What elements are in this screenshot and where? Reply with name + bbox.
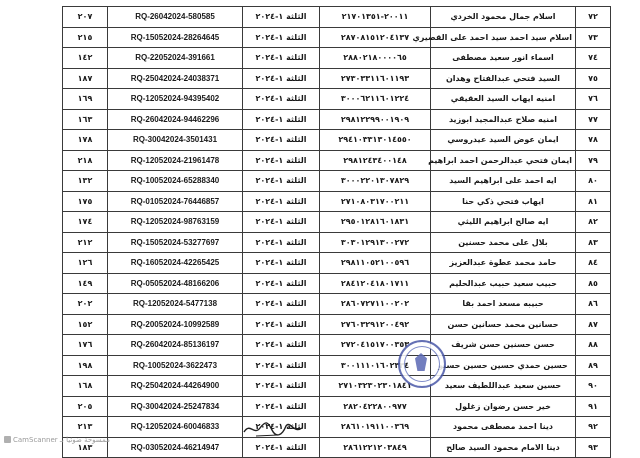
row-number-cell: ٩٠ (576, 376, 611, 397)
applicant-name-cell: ايه صالح ابراهيم الليثي (431, 212, 576, 233)
table-row (63, 27, 611, 48)
national-id-cell: ٢٩٨١١٠٥٢١٠٠٥٩٦ (320, 253, 431, 274)
status-cell: الثلثة ١-٢٠٢٤ (243, 417, 320, 438)
row-number-cell: ٨٢ (576, 212, 611, 233)
national-id-cell: ٢٨٤١٢٠٤١٨٠١٧١١ (320, 273, 431, 294)
score-cell: ١٨٣ (63, 437, 108, 458)
row-number-cell: ٨١ (576, 191, 611, 212)
table-row (63, 7, 611, 28)
applicant-name-cell: حسين حمدي حسين حسين حسبو (431, 355, 576, 376)
request-number-cell: RQ-01052024-76446857 (108, 191, 243, 212)
score-cell: ٢١٢ (63, 232, 108, 253)
request-number-cell: RQ-05052024-48166206 (108, 273, 243, 294)
row-number-cell: ٩٢ (576, 417, 611, 438)
score-cell: ٢٠٢ (63, 294, 108, 315)
request-number-cell: RQ-26042024-94462296 (108, 109, 243, 130)
row-number-cell: ٨٥ (576, 273, 611, 294)
row-number-cell: ٧٦ (576, 89, 611, 110)
applicant-name-cell: دينا الامام محمود السيد صالح (431, 437, 576, 458)
applicant-name-cell: خير حسن رضوان زغلول (431, 396, 576, 417)
request-number-cell: RQ-12052024-94395402 (108, 89, 243, 110)
row-number-cell: ٩٣ (576, 437, 611, 458)
status-cell: الثلثة ١-٢٠٢٤ (243, 314, 320, 335)
national-id-cell: ٢٧٣٠٣٣١١٦٠١١٩٣ (320, 68, 431, 89)
request-number-cell: RQ-30042024-3501431 (108, 130, 243, 151)
score-cell: ٢٠٥ (63, 396, 108, 417)
table-row (63, 335, 611, 356)
applicant-name-cell: اسلام سيد احمد سيد احمد على القصيري (431, 27, 576, 48)
status-cell: الثلثة ١-٢٠٢٤ (243, 294, 320, 315)
score-cell: ١٦٣ (63, 109, 108, 130)
score-cell: ٢١٥ (63, 27, 108, 48)
applicant-name-cell: حسين سعيد عبداللطيف سعيد (431, 376, 576, 397)
row-number-cell: ٩١ (576, 396, 611, 417)
request-number-cell: RQ-20052024-10992589 (108, 314, 243, 335)
status-cell: الثلثة ١-٢٠٢٤ (243, 396, 320, 417)
status-cell: الثلثة ١-٢٠٢٤ (243, 273, 320, 294)
status-cell: الثلثة ١-٢٠٢٤ (243, 150, 320, 171)
applicant-name-cell: ايمان عوض السيد عيدروسي (431, 130, 576, 151)
applicant-name-cell: حامد محمد عطوة عبدالعزيز (431, 253, 576, 274)
request-number-cell: RQ-15052024-53277697 (108, 232, 243, 253)
table-row (63, 437, 611, 458)
table-row (63, 232, 611, 253)
status-cell: الثلثة ١-٢٠٢٤ (243, 171, 320, 192)
table-row (63, 68, 611, 89)
status-cell: الثلثة ١-٢٠٢٤ (243, 376, 320, 397)
scanner-watermark-text: CamScanner ممسوحة ضوئيا بـ (13, 436, 110, 444)
national-id-cell: ٢٩٥٠١٢٨١٦٠١٨٣١ (320, 212, 431, 233)
table-row (63, 355, 611, 376)
row-number-cell: ٨٧ (576, 314, 611, 335)
row-number-cell: ٧٤ (576, 48, 611, 69)
table-row (63, 191, 611, 212)
request-number-cell: RQ-12052024-5477138 (108, 294, 243, 315)
request-number-cell: RQ-10052024-65288340 (108, 171, 243, 192)
national-id-cell: ٣٠٣٠١٢٩١٣٠٠٢٧٢ (320, 232, 431, 253)
score-cell: ٢١٣ (63, 417, 108, 438)
request-number-cell: RQ-10052024-3622473 (108, 355, 243, 376)
applicant-name-cell: بلال على محمد حسنين (431, 232, 576, 253)
status-cell: الثلثة ١-٢٠٢٤ (243, 68, 320, 89)
applicant-name-cell: اسلام جمال محمود الخردي (431, 7, 576, 28)
request-number-cell: RQ-12052024-60046833 (108, 417, 243, 438)
request-number-cell: RQ-22052024-391661 (108, 48, 243, 69)
national-id-cell: ٢٩٤١٠٣٣١٣٠١٤٥٥٠ (320, 130, 431, 151)
score-cell: ١٧٥ (63, 191, 108, 212)
table-row (63, 109, 611, 130)
status-cell: الثلثة ١-٢٠٢٤ (243, 130, 320, 151)
applicant-name-cell: ايمان فتحي عبدالرحمن احمد ابراهيم (431, 150, 576, 171)
table-row (63, 314, 611, 335)
official-seal-stamp (398, 340, 446, 388)
request-number-cell: RQ-15052024-28264645 (108, 27, 243, 48)
request-number-cell: RQ-12052024-98763159 (108, 212, 243, 233)
national-id-cell: ٢٨٦١٢٢١٢٠٣٨٤٩ (320, 437, 431, 458)
score-cell: ١٤٢ (63, 48, 108, 69)
national-id-cell: ٢٧١٠٣٢٣٠٢٣٠١٨٤١ (320, 376, 431, 397)
applicant-name-cell: حسانين محمد حسانين حسن (431, 314, 576, 335)
applicant-name-cell: اسماء انور سعيد مصطفى (431, 48, 576, 69)
status-cell: الثلثة ١-٢٠٢٤ (243, 253, 320, 274)
scanner-watermark (4, 436, 110, 444)
applicant-name-cell: امنيه صلاح عبدالمجيد ابوزيد (431, 109, 576, 130)
score-cell: ١٢٦ (63, 253, 108, 274)
score-cell: ١٧٦ (63, 335, 108, 356)
national-id-cell: ٢٩٨١٢٤٣٤٠٠١٤٨ (320, 150, 431, 171)
status-cell: الثلثة ١-٢٠٢٤ (243, 232, 320, 253)
row-number-cell: ٨٦ (576, 294, 611, 315)
request-number-cell: RQ-25042024-44264900 (108, 376, 243, 397)
national-id-cell: ٢٩٨١٢٢٩٩٠٠١٩٠٩ (320, 109, 431, 130)
table-row (63, 48, 611, 69)
score-cell: ١٩٨ (63, 355, 108, 376)
request-number-cell: RQ-12052024-21961478 (108, 150, 243, 171)
applicant-name-cell: ايهاب فتحي ذكي حنا (431, 191, 576, 212)
score-cell: ١٣٢ (63, 171, 108, 192)
status-cell: الثلثة ١-٢٠٢٤ (243, 437, 320, 458)
national-id-cell: ٢٨٢٠٤٢٢٨٠٠٩٧٧ (320, 396, 431, 417)
request-number-cell: RQ-26042024-85136197 (108, 335, 243, 356)
score-cell: ١٧٤ (63, 212, 108, 233)
table-row (63, 376, 611, 397)
status-cell: الثلثة ١-٢٠٢٤ (243, 109, 320, 130)
national-id-cell: ٢٨٦١٠١٩١١٠٠٣٦٩ (320, 417, 431, 438)
row-number-cell: ٧٩ (576, 150, 611, 171)
status-cell: الثلثة ١-٢٠٢٤ (243, 48, 320, 69)
table-row (63, 171, 611, 192)
applicant-name-cell: امنيه ايهاب السيد العقيقي (431, 89, 576, 110)
row-number-cell: ٨٠ (576, 171, 611, 192)
score-cell: ٢٠٧ (63, 7, 108, 28)
request-number-cell: RQ-30042024-25247834 (108, 396, 243, 417)
status-cell: الثلثة ١-٢٠٢٤ (243, 89, 320, 110)
table-row (63, 212, 611, 233)
applicant-table-body (63, 7, 611, 458)
roster-sheet (62, 6, 598, 458)
row-number-cell: ٧٣ (576, 27, 611, 48)
score-cell: ٢١٨ (63, 150, 108, 171)
national-id-cell: ٢٠٠١١-٢١٧٠١٣٥١ (320, 7, 431, 28)
national-id-cell: ٣٠٠٠٢٢٠١٣٠٧٨٢٩ (320, 171, 431, 192)
request-number-cell: RQ-16052024-42265425 (108, 253, 243, 274)
table-row (63, 253, 611, 274)
applicant-name-cell: حبيبه مسعد احمد بقا (431, 294, 576, 315)
status-cell: الثلثة ١-٢٠٢٤ (243, 27, 320, 48)
score-cell: ١٥٢ (63, 314, 108, 335)
row-number-cell: ٨٩ (576, 355, 611, 376)
score-cell: ١٧٨ (63, 130, 108, 151)
table-row (63, 273, 611, 294)
national-id-cell: ٢٨٧٠٨١٥١٢٠٤١٣٧ (320, 27, 431, 48)
row-number-cell: ٨٨ (576, 335, 611, 356)
national-id-cell: ٣٠٠٠٦٢١١٦٠١٢٢٤ (320, 89, 431, 110)
score-cell: ١٨٧ (63, 68, 108, 89)
table-row (63, 294, 611, 315)
status-cell: الثلثة ١-٢٠٢٤ (243, 7, 320, 28)
applicant-name-cell: حبيب سعيد حبيب عبدالحليم (431, 273, 576, 294)
table-row (63, 130, 611, 151)
table-row (63, 417, 611, 438)
row-number-cell: ٨٤ (576, 253, 611, 274)
row-number-cell: ٧٧ (576, 109, 611, 130)
national-id-cell: ٢٨٨٠٢١٨٠٠٠٠٦٥ (320, 48, 431, 69)
status-cell: الثلثة ١-٢٠٢٤ (243, 335, 320, 356)
score-cell: ١٦٨ (63, 376, 108, 397)
request-number-cell: RQ-03052024-46214947 (108, 437, 243, 458)
row-number-cell: ٧٥ (576, 68, 611, 89)
table-row (63, 396, 611, 417)
status-cell: الثلثة ١-٢٠٢٤ (243, 355, 320, 376)
national-id-cell: ٢٧٢٠٤١٥١٧٠٠٣٥٣ (320, 335, 431, 356)
national-id-cell: ٢٨٦٠٧٢٧١١٠٠٢٠٢ (320, 294, 431, 315)
request-number-cell: RQ-26042024-580585 (108, 7, 243, 28)
score-cell: ١٤٩ (63, 273, 108, 294)
score-cell: ١٦٩ (63, 89, 108, 110)
national-id-cell: ٢٧١٠٨٠٣١٧٠٠٢١١ (320, 191, 431, 212)
table-row (63, 89, 611, 110)
row-number-cell: ٧٨ (576, 130, 611, 151)
status-cell: الثلثة ١-٢٠٢٤ (243, 191, 320, 212)
national-id-cell: ٢٧٦٠٣٢٩١٢٠٠٤٩٢ (320, 314, 431, 335)
row-number-cell: ٨٣ (576, 232, 611, 253)
applicant-table (62, 6, 611, 458)
applicant-name-cell: ايه احمد على ابراهيم السيد (431, 171, 576, 192)
handwritten-signature (238, 418, 308, 440)
applicant-name-cell: حسن حسنين حسن شريف (431, 335, 576, 356)
camscanner-icon (4, 436, 11, 443)
row-number-cell: ٧٢ (576, 7, 611, 28)
applicant-name-cell: السيد فتحي عبدالفتاح وهدان (431, 68, 576, 89)
national-id-cell: ٣٠٠١١١٠١٦٠٢٣٣٤ (320, 355, 431, 376)
applicant-name-cell: دينا احمد مصطفى محمود (431, 417, 576, 438)
status-cell: الثلثة ١-٢٠٢٤ (243, 212, 320, 233)
request-number-cell: RQ-25042024-24038371 (108, 68, 243, 89)
table-row (63, 150, 611, 171)
